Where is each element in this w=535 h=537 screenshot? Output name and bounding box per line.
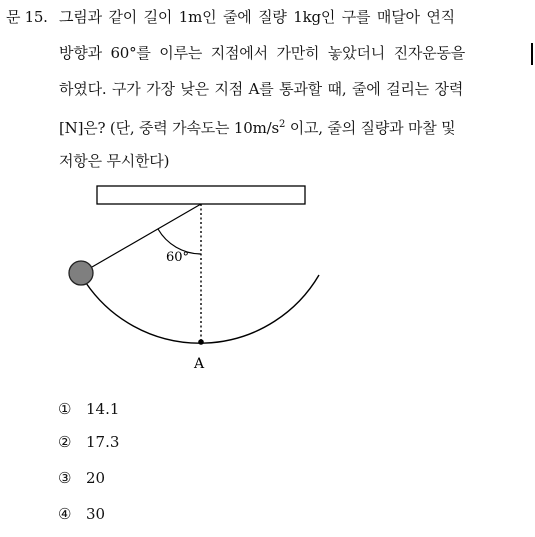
point-a-label: A xyxy=(194,356,205,372)
choice-4-mark: ④ xyxy=(58,505,72,523)
choice-3-mark: ③ xyxy=(58,469,72,487)
question-line-4-tail: 이고, 줄의 질량과 마찰 및 xyxy=(285,119,456,137)
question-number: 문 15. xyxy=(6,8,48,26)
question-line-3: 하였다. 구가 가장 낮은 지점 A를 통과할 때, 줄에 걸리는 장력 xyxy=(59,80,464,98)
choice-2-mark: ② xyxy=(58,433,72,451)
choice-3-value: 20 xyxy=(86,469,106,487)
question-line-1: 그림과 같이 길이 1m인 줄에 질량 1kg인 구를 매달아 연직 xyxy=(59,8,455,26)
choice-2-value: 17.3 xyxy=(86,433,120,451)
choice-4[interactable] xyxy=(58,503,105,525)
question-line-2: 방향과 60°를 이루는 지점에서 가만히 놓았더니 진자운동을 xyxy=(59,44,466,62)
choice-3[interactable] xyxy=(58,467,105,489)
question-line-5: 저항은 무시한다) xyxy=(59,152,170,170)
pendulum-ball xyxy=(69,261,93,285)
ceiling-bar xyxy=(97,186,305,204)
choice-1[interactable] xyxy=(58,398,119,420)
question-exponent: 2 xyxy=(278,119,286,130)
point-a-dot xyxy=(198,339,204,345)
choice-1-mark: ① xyxy=(58,400,72,418)
question-line-4-head: [N]은? (단, 중력 가속도는 10m/s xyxy=(59,119,279,137)
angle-label: 60° xyxy=(166,250,190,265)
choice-2[interactable] xyxy=(58,431,119,453)
swing-path xyxy=(86,275,319,343)
choice-4-value: 30 xyxy=(86,505,106,523)
choice-1-value: 14.1 xyxy=(86,400,120,418)
